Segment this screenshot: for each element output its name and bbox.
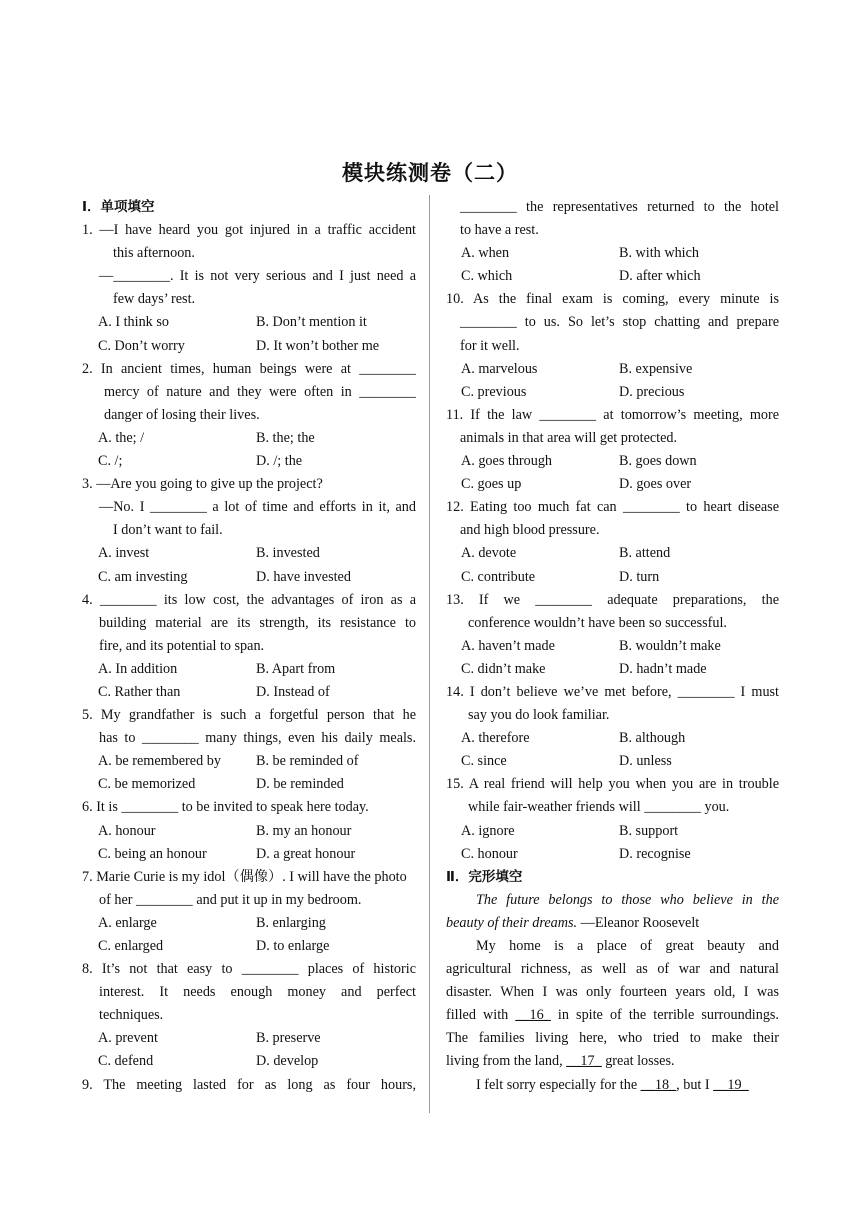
q14-line: 14. I don’t believe we’ve met before, ________ I must — [446, 683, 779, 700]
quote-line: The future belongs to those who believe in the — [476, 891, 779, 908]
q3-line: 3. —Are you going to give up the project? — [82, 476, 323, 493]
passage-line — [446, 1004, 779, 1027]
q5-options-row — [82, 750, 416, 773]
option-b[interactable]: B. Apart from — [256, 660, 336, 677]
section-heading-cloze: Ⅱ．完形填空 — [446, 868, 523, 885]
q15-line: 15. A real friend will help you when you are in trouble — [446, 776, 779, 793]
option-d[interactable]: D. unless — [619, 753, 672, 770]
option-b[interactable]: B. support — [619, 822, 679, 839]
q2-line: mercy of nature and they were often in ________ — [104, 383, 416, 400]
option-a[interactable]: A. enlarge — [98, 914, 157, 931]
passage-text: in spite of the terrible surroundings. — [550, 1007, 779, 1024]
q11-line: 11. If the law ________ at tomorrow’s meeting, more — [446, 406, 779, 423]
q14-options-row — [446, 750, 779, 773]
q12-line: 12. Eating too much fat can ________ to heart disease — [446, 499, 779, 516]
option-b[interactable]: B. expensive — [619, 360, 693, 377]
option-d[interactable]: D. goes over — [619, 476, 692, 493]
option-a[interactable]: A. goes through — [461, 453, 553, 470]
option-c[interactable]: C. Rather than — [98, 683, 181, 700]
option-c[interactable]: C. which — [461, 268, 513, 285]
q1-options-row — [82, 335, 416, 358]
passage-text: living from the land, — [446, 1053, 567, 1070]
option-a[interactable]: A. when — [461, 245, 510, 262]
passage-line: agricultural richness, as well as of war and natural — [446, 961, 779, 978]
q14-line: say you do look familiar. — [468, 707, 610, 724]
passage-text: great losses. — [601, 1053, 675, 1070]
option-a[interactable]: A. devote — [461, 545, 517, 562]
option-c[interactable]: C. am investing — [98, 568, 188, 585]
option-b[interactable]: B. preserve — [256, 1030, 321, 1047]
q12-options-row — [446, 542, 779, 565]
q1-line: few days’ rest. — [113, 291, 196, 308]
q4-options-row — [82, 681, 416, 704]
option-c[interactable]: C. enlarged — [98, 938, 164, 954]
option-c[interactable]: C. contribute — [461, 568, 536, 585]
q7-options-row — [82, 935, 416, 958]
q13-options-row — [446, 658, 779, 681]
passage-line: My home is a place of great beauty and — [476, 938, 779, 954]
q2-line: 2. In ancient times, human beings were at ________ — [82, 360, 416, 377]
right-column — [446, 196, 779, 1097]
q8-line: 8. It’s not that easy to ________ places of historic — [82, 961, 416, 978]
option-d[interactable]: D. It won’t bother me — [256, 337, 380, 354]
quote-author: —Eleanor Roosevelt — [577, 914, 700, 931]
q10-options-row — [446, 381, 779, 404]
passage-line: disaster. When I was only fourteen years old, I was — [446, 984, 779, 1001]
option-a[interactable]: A. be remembered by — [98, 753, 221, 770]
q15-line: while fair-weather friends will ________ you. — [468, 799, 730, 816]
section-heading-single-choice: Ⅰ．单项填空 — [82, 199, 155, 215]
blank-16[interactable]: __16_ — [515, 1007, 551, 1024]
q3-line: I don’t want to fail. — [113, 522, 223, 539]
q7-options-row — [82, 912, 416, 935]
option-c[interactable]: C. previous — [461, 383, 527, 400]
option-c[interactable]: C. Don’t worry — [98, 337, 185, 354]
passage-line: The families living here, who tried to make their — [446, 1030, 779, 1047]
q9-options-row — [446, 265, 779, 288]
option-a[interactable]: A. ignore — [461, 822, 515, 839]
q10-options-row — [446, 358, 779, 381]
passage-text: I felt sorry especially for the — [476, 1076, 641, 1093]
blank-19[interactable]: __19_ — [713, 1076, 749, 1093]
q12-line: and high blood pressure. — [460, 522, 600, 539]
option-d[interactable]: D. turn — [619, 568, 660, 585]
option-d[interactable]: D. have invested — [256, 568, 351, 585]
option-c[interactable]: C. goes up — [461, 476, 522, 493]
q4-line: fire, and its potential to span. — [99, 637, 265, 654]
q13-line: 13. If we ________ adequate preparations, the — [446, 591, 779, 608]
q13-line: conference wouldn’t have been so successful. — [468, 614, 727, 631]
option-c[interactable]: C. be memorized — [98, 776, 196, 793]
q9-options-row — [446, 242, 779, 265]
q5-line: 5. My grandfather is such a forgetful person that he — [82, 707, 416, 724]
option-c[interactable]: C. didn’t make — [461, 660, 546, 677]
option-b[interactable]: B. attend — [619, 545, 671, 562]
q1-options-row — [82, 311, 416, 334]
q8-line: interest. It needs enough money and perfect — [99, 984, 416, 1001]
q7-line: of her ________ and put it up in my bedroom. — [99, 891, 362, 908]
q3-options-row — [82, 566, 416, 589]
option-c[interactable]: C. /; — [98, 453, 123, 470]
q10-line: 10. As the final exam is coming, every minute is — [446, 291, 779, 308]
option-a[interactable]: A. haven’t made — [461, 637, 555, 654]
column-divider — [429, 195, 430, 1113]
passage-line — [446, 1050, 779, 1073]
option-b[interactable]: B. goes down — [619, 453, 697, 470]
q6-options-row — [82, 820, 416, 843]
option-a[interactable]: A. In addition — [98, 660, 178, 677]
option-a[interactable]: A. I think so — [98, 314, 169, 331]
option-a[interactable]: A. therefore — [461, 730, 530, 747]
option-c[interactable]: C. since — [461, 753, 507, 770]
option-b[interactable]: B. wouldn’t make — [619, 637, 721, 654]
q15-options-row — [446, 843, 779, 866]
q4-line: 4. ________ its low cost, the advantages of iron as a — [82, 591, 416, 608]
option-d[interactable]: D. a great honour — [256, 845, 356, 862]
q2-line: danger of losing their lives. — [104, 406, 260, 423]
passage-text: filled with — [446, 1007, 516, 1024]
option-b[interactable]: B. enlarging — [256, 914, 326, 931]
option-c[interactable]: C. honour — [461, 845, 518, 862]
q2-options-row — [82, 427, 416, 450]
option-a[interactable]: A. invest — [98, 545, 150, 562]
blank-17[interactable]: __17_ — [566, 1053, 602, 1070]
q11-line: animals in that area will get protected. — [460, 429, 678, 446]
option-d[interactable]: D. develop — [256, 1053, 319, 1070]
option-a[interactable]: A. prevent — [98, 1030, 158, 1047]
q14-options-row — [446, 727, 779, 750]
option-d[interactable]: D. Instead of — [256, 683, 330, 700]
q11-options-row — [446, 473, 779, 496]
option-d[interactable]: D. precious — [619, 383, 685, 400]
q1-line: —________. It is not very serious and I just need a — [99, 268, 416, 285]
q10-line: ________ to us. So let’s stop chatting and prepare — [460, 314, 779, 331]
q4-options-row — [82, 658, 416, 681]
option-d[interactable]: D. hadn’t made — [619, 660, 707, 677]
option-d[interactable]: D. after which — [619, 268, 701, 285]
q9-line: to have a rest. — [460, 222, 539, 239]
q15-options-row — [446, 820, 779, 843]
page-title: 模块练测卷（二） — [342, 161, 518, 185]
q1-line: this afternoon. — [113, 245, 195, 262]
passage-text: , but I — [676, 1076, 714, 1093]
q6-line: 6. It is ________ to be invited to speak here today. — [82, 799, 369, 816]
passage-line — [446, 1074, 779, 1097]
q9-line: ________ the representatives returned to the hotel — [460, 199, 779, 215]
q8-options-row — [82, 1050, 416, 1073]
q8-line: techniques. — [99, 1007, 164, 1024]
q12-options-row — [446, 566, 779, 589]
q7-line: 7. Marie Curie is my idol（偶像）. I will have the photo — [82, 868, 407, 885]
blank-18[interactable]: __18_ — [640, 1076, 677, 1093]
q6-options-row — [82, 843, 416, 866]
q5-options-row — [82, 773, 416, 796]
q11-options-row — [446, 450, 779, 473]
option-d[interactable]: D. /; the — [256, 453, 303, 470]
option-d[interactable]: D. to enlarge — [256, 938, 330, 954]
option-a[interactable]: A. the; / — [98, 429, 145, 446]
option-b[interactable]: B. invested — [256, 545, 320, 562]
q5-line: has to ________ many things, even his daily meals. — [99, 730, 416, 747]
option-c[interactable]: C. defend — [98, 1053, 154, 1070]
quote-line — [446, 912, 779, 935]
option-b[interactable]: B. be reminded of — [256, 753, 359, 770]
q3-line: —No. I ________ a lot of time and efforts in it, and — [99, 499, 416, 516]
q2-options-row — [82, 450, 416, 473]
q4-line: building material are its strength, its resistance to — [99, 614, 416, 631]
quote-text: beauty of their dreams. — [446, 914, 578, 931]
q3-options-row — [82, 542, 416, 565]
option-a[interactable]: A. marvelous — [461, 360, 538, 377]
option-a[interactable]: A. honour — [98, 822, 156, 839]
option-d[interactable]: D. be reminded — [256, 776, 344, 793]
left-column — [82, 196, 416, 1097]
q8-options-row — [82, 1027, 416, 1050]
q9-line: 9. The meeting lasted for as long as four hours, — [82, 1076, 416, 1093]
option-b[interactable]: B. my an honour — [256, 822, 352, 839]
option-b[interactable]: B. with which — [619, 245, 699, 262]
option-b[interactable]: B. the; the — [256, 429, 315, 446]
option-c[interactable]: C. being an honour — [98, 845, 207, 862]
option-b[interactable]: B. Don’t mention it — [256, 314, 367, 331]
option-d[interactable]: D. recognise — [619, 845, 691, 862]
q10-line: for it well. — [460, 337, 520, 354]
option-b[interactable]: B. although — [619, 730, 686, 747]
q1-line: 1. —I have heard you got injured in a traffic accident — [82, 222, 416, 239]
q13-options-row — [446, 635, 779, 658]
